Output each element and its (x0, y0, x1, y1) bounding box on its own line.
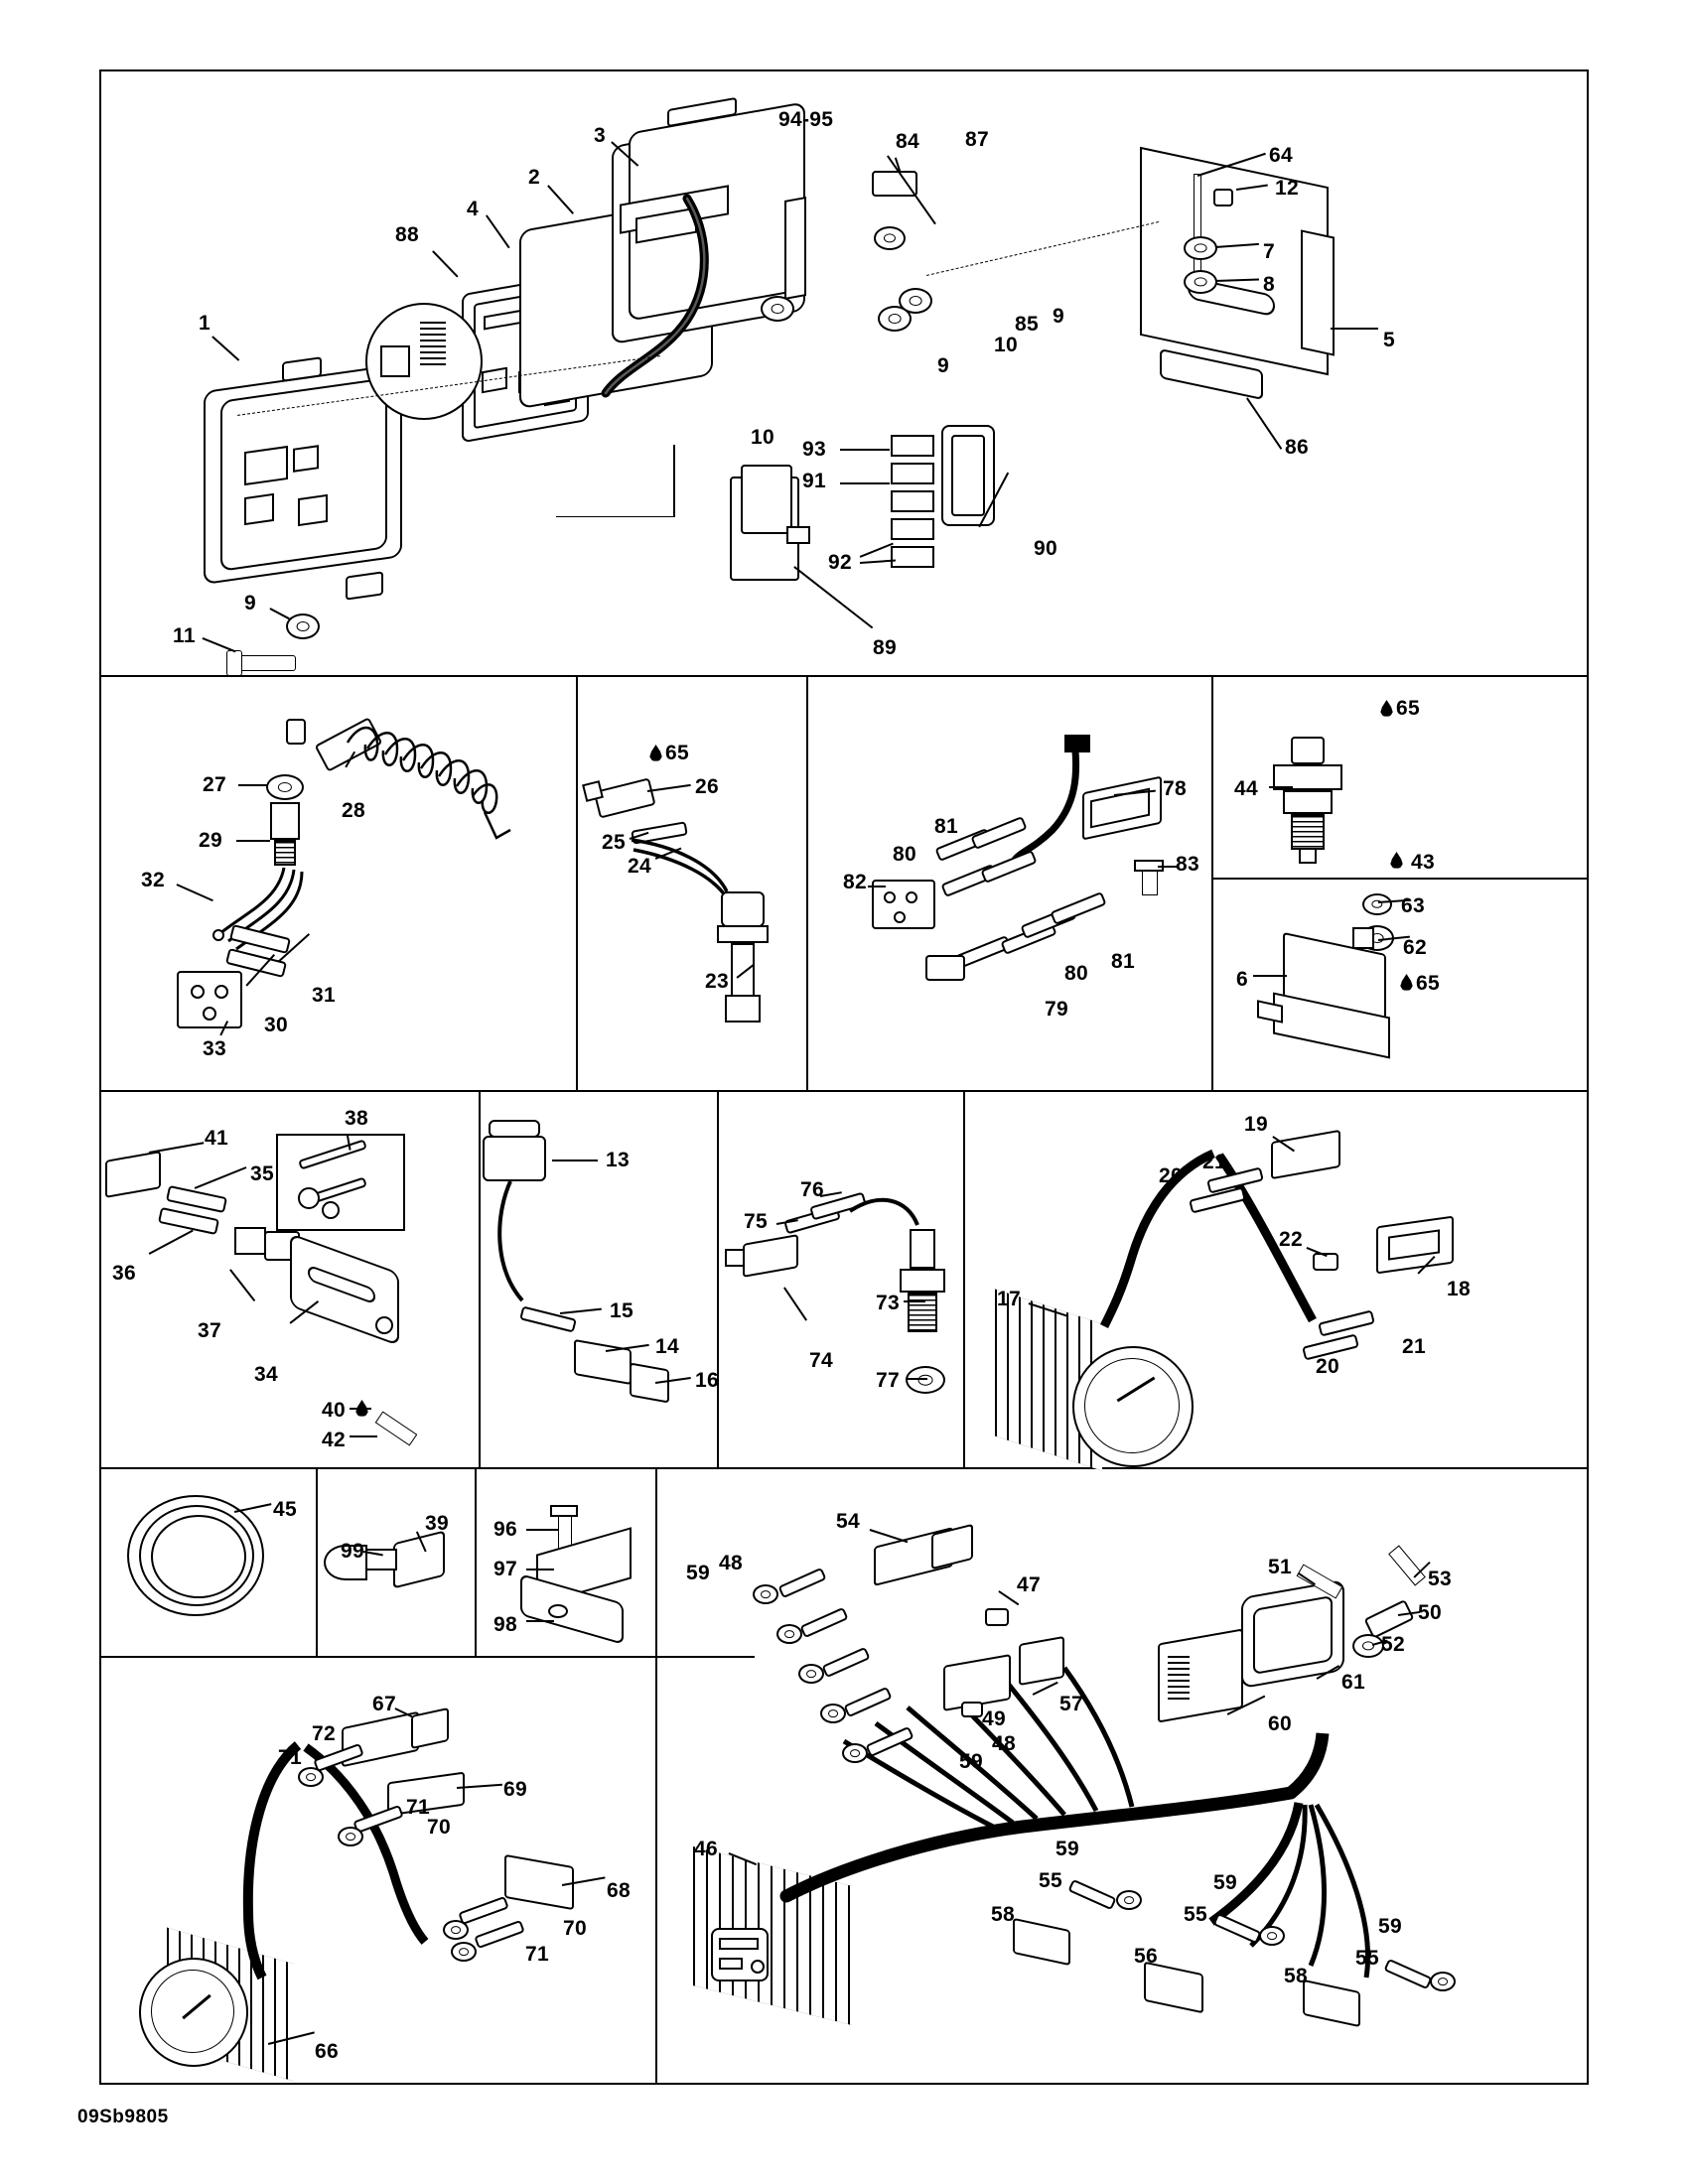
part-screw-11-head (226, 650, 242, 676)
callout-75: 75 (744, 1210, 768, 1233)
callout-98: 98 (493, 1613, 517, 1636)
callout-61: 61 (1341, 1671, 1365, 1694)
part-washer-71d (451, 1942, 477, 1962)
part-sensor-44-thread (1291, 814, 1325, 850)
callout-68: 68 (607, 1879, 631, 1902)
callout-56: 56 (1134, 1945, 1158, 1968)
part-washer-59d (820, 1704, 846, 1723)
callout-78: 78 (1163, 777, 1187, 800)
part-nut-77 (906, 1366, 945, 1394)
callout-9a: 9 (937, 354, 949, 377)
leader-83 (1158, 866, 1178, 868)
callout-28: 28 (342, 799, 365, 822)
callout-81a: 81 (934, 815, 958, 838)
part-clamp-98-hole (548, 1604, 568, 1618)
callout-77: 77 (876, 1369, 900, 1392)
part-fuse-91b (891, 490, 934, 512)
callout-21b: 21 (1402, 1335, 1426, 1358)
callout-50: 50 (1418, 1601, 1442, 1624)
part-connector-33-pin1 (191, 985, 205, 999)
callout-70b: 70 (563, 1917, 587, 1940)
part-washer-52 (1352, 1634, 1384, 1658)
callout-72: 72 (312, 1722, 336, 1745)
callout-16: 16 (695, 1369, 719, 1392)
callout-79: 79 (1045, 998, 1068, 1021)
leader-96 (526, 1529, 558, 1531)
callout-3: 3 (594, 124, 606, 147)
part-connector-82-pin2 (906, 891, 917, 903)
leader-91 (840, 482, 890, 484)
callout-5: 5 (1383, 329, 1395, 351)
part-cover-window-a (244, 446, 288, 485)
callout-22: 22 (1279, 1228, 1303, 1251)
callout-26: 26 (695, 775, 719, 798)
part-washer-9b (761, 296, 794, 322)
callout-38: 38 (345, 1107, 368, 1130)
callout-86: 86 (1285, 436, 1309, 459)
part-sensor-44-body (1283, 790, 1333, 814)
callout-58b: 58 (1284, 1965, 1308, 1987)
part-bezel-45-inner (151, 1515, 246, 1598)
part-relay-89-tab (786, 526, 810, 544)
callout-74: 74 (809, 1349, 833, 1372)
callout-81b: 81 (1111, 950, 1135, 973)
detail-pin-hatch (420, 322, 446, 369)
divider-col-g (316, 1467, 318, 1656)
part-clip-38b (322, 1201, 340, 1219)
divider-col-b (806, 675, 808, 1090)
callout-48b: 48 (992, 1732, 1016, 1755)
callout-80a: 80 (893, 843, 916, 866)
callout-91: 91 (802, 470, 826, 492)
callout-60: 60 (1268, 1712, 1292, 1735)
callout-36: 36 (112, 1262, 136, 1285)
callout-44: 44 (1234, 777, 1258, 800)
callout-70a: 70 (427, 1816, 451, 1839)
callout-12: 12 (1275, 177, 1299, 200)
part-connector-33-pin3 (203, 1007, 216, 1021)
callout-48a: 48 (719, 1552, 743, 1574)
callout-14: 14 (655, 1335, 679, 1358)
part-tether-cap-27 (286, 719, 306, 745)
part-fuse-91a (891, 463, 934, 484)
part-connector-82-pin1 (884, 891, 896, 903)
part-washer-10b (899, 288, 932, 314)
part-glowplug-73-hex (900, 1269, 945, 1293)
part-sender-neck-23 (721, 891, 765, 927)
callout-4: 4 (467, 198, 479, 220)
part-washer-71c (443, 1920, 469, 1940)
divider-col-a (576, 675, 578, 1090)
callout-45: 45 (273, 1498, 297, 1521)
leader-29 (236, 840, 270, 842)
part-washer-63 (1362, 893, 1392, 915)
part-washer-59g (1259, 1926, 1285, 1946)
part-washer-59f (1116, 1890, 1142, 1910)
part-lanyard-coil-28 (346, 721, 534, 870)
callout-67: 67 (372, 1693, 396, 1715)
leader-40 (350, 1408, 371, 1410)
part-sensor-44-tip (1299, 848, 1317, 864)
callout-64: 64 (1269, 144, 1293, 167)
part-relay-89-body (741, 465, 792, 534)
part-fuse-93 (891, 435, 934, 457)
leader-93 (840, 449, 890, 451)
part-connector-60-pins (1168, 1656, 1190, 1700)
leader-77 (906, 1378, 927, 1380)
callout-93: 93 (802, 438, 826, 461)
callout-19: 19 (1244, 1113, 1268, 1136)
part-switch-pivot-34 (375, 1316, 393, 1334)
part-washer-59h (1430, 1972, 1456, 1991)
part-boot-16 (630, 1362, 669, 1403)
callout-2: 2 (528, 166, 540, 189)
part-connector-74-nose (725, 1249, 745, 1267)
callout-29: 29 (199, 829, 222, 852)
callout-30: 30 (264, 1014, 288, 1036)
callout-34: 34 (254, 1363, 278, 1386)
part-washer-59a (753, 1584, 778, 1604)
part-washer-9c (286, 614, 320, 639)
callout-43: 43 (1411, 851, 1435, 874)
callout-59e: 59 (1378, 1915, 1402, 1938)
callout-8: 8 (1263, 273, 1275, 296)
callout-65b: 65 (1396, 697, 1420, 720)
callout-62: 62 (1403, 936, 1427, 959)
callout-9b: 9 (1053, 305, 1064, 328)
callout-66: 66 (315, 2040, 339, 2063)
part-solenoid-6-boss (1352, 927, 1374, 949)
leader-73 (904, 1300, 925, 1302)
callout-83: 83 (1176, 853, 1199, 876)
part-switch-body-29 (270, 802, 300, 840)
callout-84: 84 (896, 130, 919, 153)
callout-21a: 21 (1202, 1151, 1226, 1173)
callout-87: 87 (965, 128, 989, 151)
divider-row2 (99, 1090, 1589, 1092)
callout-65a: 65 (665, 742, 689, 764)
part-fusebox-lid-90-inner (951, 435, 985, 516)
part-glowplug-73-thread (908, 1293, 937, 1332)
part-sender-stem-23 (731, 943, 755, 997)
callout-51: 51 (1268, 1556, 1292, 1578)
part-washer-8 (1184, 270, 1217, 294)
callout-41: 41 (205, 1127, 228, 1150)
part-connector-79 (925, 955, 965, 981)
callout-9c: 9 (244, 592, 256, 614)
part-cover-window-c (244, 493, 274, 525)
divider-panel-solenoid-top (1211, 878, 1589, 880)
callout-59a: 59 (686, 1562, 710, 1584)
callout-88: 88 (395, 223, 419, 246)
part-clip-38 (298, 1187, 320, 1209)
part-screw-96-head (550, 1505, 578, 1517)
callout-27: 27 (203, 773, 226, 796)
callout-94-95: 94-95 (778, 108, 834, 131)
callout-71a: 71 (278, 1746, 302, 1769)
part-sender-tip-23 (725, 995, 761, 1023)
callout-96: 96 (493, 1518, 517, 1541)
part-connector-82-pin3 (894, 911, 906, 923)
callout-10a: 10 (751, 426, 774, 449)
callout-18: 18 (1447, 1278, 1471, 1300)
callout-11: 11 (173, 624, 196, 647)
callout-23: 23 (705, 970, 729, 993)
callout-65c: 65 (1416, 972, 1440, 995)
divider-col-i (655, 1467, 657, 2085)
part-fuse-92b (891, 546, 934, 568)
callout-97: 97 (493, 1558, 517, 1580)
callout-55c: 55 (1355, 1947, 1379, 1970)
callout-25: 25 (602, 831, 626, 854)
callout-37: 37 (198, 1319, 221, 1342)
callout-33: 33 (203, 1037, 226, 1060)
leader-27 (238, 784, 268, 786)
part-washer-71b (338, 1827, 363, 1846)
callout-92: 92 (828, 551, 852, 574)
part-washer-27 (266, 774, 304, 800)
callout-57: 57 (1059, 1693, 1083, 1715)
callout-47: 47 (1017, 1573, 1041, 1596)
divider-row1 (99, 675, 1589, 677)
callout-69: 69 (503, 1778, 527, 1801)
callout-15: 15 (610, 1299, 633, 1322)
part-glowplug-73-top (910, 1229, 935, 1269)
callout-54: 54 (836, 1510, 860, 1533)
callout-59d: 59 (1213, 1871, 1237, 1894)
divider-row4b (655, 1467, 1589, 1469)
callout-35: 35 (250, 1162, 274, 1185)
part-display-61-face (1253, 1595, 1333, 1675)
callout-82: 82 (843, 871, 867, 893)
part-bushing-47b (985, 1608, 1009, 1626)
part-stud-64 (1194, 174, 1201, 285)
callout-80b: 80 (1064, 962, 1088, 985)
callout-71b: 71 (406, 1796, 430, 1819)
callout-40: 40 (322, 1399, 346, 1422)
part-sensor-44-top (1291, 737, 1325, 764)
leader-97 (526, 1569, 554, 1570)
leader-82 (868, 886, 886, 887)
part-washer-59b (776, 1624, 802, 1644)
part-fuse-92a (891, 518, 934, 540)
callout-49: 49 (982, 1707, 1006, 1730)
callout-89: 89 (873, 636, 897, 659)
callout-63: 63 (1401, 894, 1425, 917)
leader-42 (350, 1435, 377, 1437)
callout-24: 24 (628, 855, 651, 878)
leader-5 (1331, 328, 1378, 330)
part-bushing-49 (961, 1702, 983, 1717)
callout-73: 73 (876, 1292, 900, 1314)
callout-71c: 71 (525, 1943, 549, 1966)
part-screw-head-12 (1213, 189, 1233, 206)
callout-32: 32 (141, 869, 165, 891)
callout-99: 99 (341, 1540, 364, 1563)
callout-20a: 20 (1159, 1164, 1183, 1187)
part-switch-nut-37 (234, 1227, 266, 1255)
callout-42: 42 (322, 1429, 346, 1451)
callout-6: 6 (1236, 968, 1248, 991)
callout-59b: 59 (959, 1750, 983, 1773)
part-cover-window-b (293, 445, 319, 473)
part-washer-71a (298, 1767, 324, 1787)
part-screw-11 (234, 655, 296, 671)
drawing-code: 09Sb9805 (77, 2107, 169, 2127)
axis-line-bottom-riser (673, 445, 675, 516)
part-buzzer-13-body (483, 1136, 546, 1181)
callout-31: 31 (312, 984, 336, 1007)
callout-13: 13 (606, 1149, 630, 1171)
part-sender-collar-23 (717, 925, 769, 943)
callout-76: 76 (800, 1178, 824, 1201)
callout-55b: 55 (1184, 1903, 1207, 1926)
callout-55a: 55 (1039, 1869, 1062, 1892)
callout-52: 52 (1381, 1633, 1405, 1656)
callout-46: 46 (694, 1838, 718, 1860)
part-washer-7 (1184, 236, 1217, 260)
part-detail-connector-88 (380, 345, 410, 377)
part-bushing-84 (872, 171, 917, 197)
callout-17: 17 (997, 1288, 1021, 1310)
part-connector-33-pin2 (214, 985, 228, 999)
callout-85: 85 (1015, 313, 1039, 336)
leader-6 (1253, 975, 1287, 977)
part-boot-47 (1019, 1636, 1064, 1686)
leader-44 (1269, 786, 1293, 788)
callout-10b: 10 (994, 334, 1018, 356)
divider-col-h (475, 1467, 477, 1656)
callout-58a: 58 (991, 1903, 1015, 1926)
callout-53: 53 (1428, 1568, 1452, 1590)
callout-90: 90 (1034, 537, 1057, 560)
part-buzzer-lead (481, 1177, 610, 1326)
part-washer-59c (798, 1664, 824, 1684)
leader-13 (552, 1160, 598, 1161)
callout-20b: 20 (1316, 1355, 1339, 1378)
callout-39: 39 (425, 1512, 449, 1535)
divider-col-c (1211, 675, 1213, 1090)
part-cover-window-d (298, 494, 328, 526)
callout-7: 7 (1263, 240, 1275, 263)
axis-line-bottom (556, 516, 675, 517)
part-washer-59e (842, 1743, 868, 1763)
divider-col-e (717, 1090, 719, 1467)
callout-1: 1 (199, 312, 211, 335)
part-bracket-5-flange (1301, 229, 1335, 355)
leader-98 (526, 1620, 554, 1622)
part-washer-87 (874, 226, 906, 250)
callout-59c: 59 (1055, 1838, 1079, 1860)
